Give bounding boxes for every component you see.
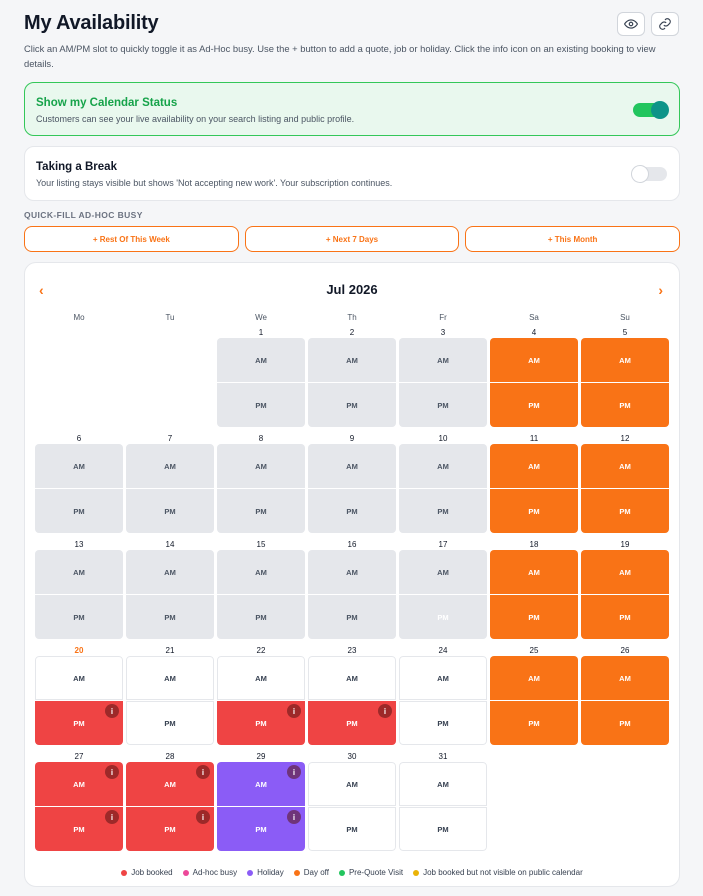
pm-slot[interactable]: PM [399, 807, 487, 851]
am-slot[interactable]: AM [399, 656, 487, 700]
legend-item [339, 868, 403, 877]
day-number: 8 [258, 434, 264, 443]
info-icon[interactable]: i [287, 704, 301, 718]
am-slot[interactable]: AM [217, 550, 305, 594]
am-slot[interactable]: AM [35, 550, 123, 594]
day-cell [399, 762, 487, 851]
next-7-days-button[interactable]: + Next 7 Days [245, 226, 460, 252]
am-slot[interactable]: AM i [35, 762, 123, 806]
calendar-status-subtitle: Customers can see your live availability on your search listing and public profile. [36, 114, 355, 124]
day-cell [126, 550, 214, 639]
taking-break-toggle[interactable] [633, 167, 667, 181]
calendar-status-title: Show my Calendar Status [36, 97, 178, 109]
pm-slot[interactable]: PM i [35, 807, 123, 851]
this-month-button[interactable]: + This Month [465, 226, 680, 252]
day-cell [308, 338, 396, 427]
day-cell [35, 656, 123, 745]
pm-slot[interactable]: PM i [35, 701, 123, 745]
day-cell [308, 656, 396, 745]
day-cell [581, 550, 669, 639]
legend-dot [121, 870, 127, 876]
legend-item [294, 868, 329, 877]
am-slot[interactable]: AM [217, 656, 305, 700]
quick-fill-label: QUICK-FILL AD-HOC BUSY [24, 210, 143, 220]
pm-slot[interactable]: PM i [217, 807, 305, 851]
day-cell [490, 338, 578, 427]
am-slot[interactable]: AM [308, 550, 396, 594]
calendar-status-card [24, 82, 680, 136]
pm-slot[interactable]: PM [490, 489, 578, 533]
legend-label: Job booked [131, 868, 173, 877]
pm-slot[interactable]: PM [35, 489, 123, 533]
am-slot[interactable]: AM [126, 550, 214, 594]
pm-slot[interactable]: PM [217, 595, 305, 639]
info-icon[interactable]: i [105, 765, 119, 779]
slot-divider [581, 488, 669, 489]
slot-divider [490, 382, 578, 383]
weekday-header: Mo [73, 313, 85, 322]
am-slot[interactable]: AM [490, 656, 578, 700]
weekday-header: Sa [529, 313, 539, 322]
legend-item [121, 868, 172, 877]
calendar-legend [25, 868, 679, 877]
slot-divider [490, 594, 578, 595]
day-number: 30 [347, 752, 357, 761]
pm-slot[interactable]: PM [490, 595, 578, 639]
taking-break-subtitle: Your listing stays visible but shows 'Not accepting new work'. Your subscription continues. [36, 178, 393, 188]
quick-fill-buttons [24, 226, 680, 252]
slot-divider [581, 700, 669, 701]
info-icon[interactable]: i [196, 810, 210, 824]
am-slot[interactable]: AM [581, 550, 669, 594]
day-cell [581, 444, 669, 533]
am-slot[interactable]: AM [581, 338, 669, 382]
day-cell [581, 656, 669, 745]
weekday-header: Tu [165, 313, 175, 322]
pm-slot[interactable]: PM [126, 489, 214, 533]
pm-slot[interactable]: PM [581, 383, 669, 427]
info-icon[interactable]: i [378, 704, 392, 718]
legend-item [183, 868, 237, 877]
day-cell [35, 444, 123, 533]
day-number: 5 [622, 328, 628, 337]
day-cell [217, 656, 305, 745]
pm-slot[interactable]: PM [308, 383, 396, 427]
pm-slot[interactable]: PM [35, 595, 123, 639]
am-slot[interactable]: AM [126, 444, 214, 488]
toggle-knob [631, 165, 649, 183]
pm-slot[interactable]: PM [126, 595, 214, 639]
pm-slot[interactable]: PM [581, 489, 669, 533]
legend-dot [339, 870, 345, 876]
am-slot[interactable]: AM [399, 762, 487, 806]
day-cell [308, 444, 396, 533]
day-number: 1 [258, 328, 264, 337]
day-number: 31 [438, 752, 448, 761]
day-number: 14 [165, 540, 175, 549]
am-slot[interactable]: AM i [126, 762, 214, 806]
day-number: 17 [438, 540, 448, 549]
day-number: 27 [74, 752, 84, 761]
day-number: 18 [529, 540, 539, 549]
day-number: 26 [620, 646, 630, 655]
day-number: 22 [256, 646, 266, 655]
page-header [24, 12, 679, 35]
pm-slot[interactable]: PM [581, 595, 669, 639]
slot-divider [581, 382, 669, 383]
pm-slot[interactable]: PM [490, 701, 578, 745]
am-slot[interactable]: AM [308, 444, 396, 488]
legend-item [413, 868, 583, 877]
slot-divider [217, 806, 305, 807]
copy-link-button[interactable] [651, 12, 679, 36]
slot-divider [35, 806, 123, 807]
pm-slot[interactable]: PM [126, 701, 214, 745]
legend-item [247, 868, 284, 877]
pm-slot[interactable]: PM [217, 383, 305, 427]
legend-dot [413, 870, 419, 876]
day-cell [126, 762, 214, 851]
am-slot[interactable]: AM [490, 444, 578, 488]
am-slot[interactable]: AM [490, 338, 578, 382]
pm-slot[interactable]: PM i [217, 701, 305, 745]
day-number: 23 [347, 646, 357, 655]
am-slot[interactable]: AM [399, 338, 487, 382]
day-cell [490, 550, 578, 639]
toggle-knob [651, 101, 669, 119]
day-number: 15 [256, 540, 266, 549]
pm-slot[interactable]: PM [399, 489, 487, 533]
day-number: 20 [74, 646, 84, 655]
pm-slot[interactable]: PM [308, 489, 396, 533]
pm-slot[interactable]: PM i [126, 807, 214, 851]
am-slot[interactable]: AM [35, 444, 123, 488]
day-cell [399, 338, 487, 427]
am-slot[interactable]: AM [581, 444, 669, 488]
info-icon[interactable]: i [196, 765, 210, 779]
day-number: 4 [531, 328, 537, 337]
legend-dot [294, 870, 300, 876]
day-number: 11 [529, 434, 539, 443]
weekday-header: We [255, 313, 267, 322]
am-slot[interactable]: AM [308, 762, 396, 806]
day-number: 3 [440, 328, 446, 337]
day-number: 28 [165, 752, 175, 761]
am-slot[interactable]: AM [217, 444, 305, 488]
info-icon[interactable]: i [105, 810, 119, 824]
legend-label: Holiday [257, 868, 284, 877]
day-cell [35, 762, 123, 851]
weekday-header: Fr [439, 313, 447, 322]
day-number: 13 [74, 540, 84, 549]
legend-label: Job booked but not visible on public calendar [423, 868, 583, 877]
am-slot[interactable]: AM [308, 656, 396, 700]
day-cell [217, 550, 305, 639]
day-number: 2 [349, 328, 355, 337]
slot-divider [581, 594, 669, 595]
pm-slot[interactable]: PM i [308, 701, 396, 745]
legend-label: Ad-hoc busy [192, 868, 238, 877]
day-number: 6 [76, 434, 82, 443]
am-slot[interactable]: AM [581, 656, 669, 700]
info-icon[interactable]: i [287, 810, 301, 824]
day-number: 29 [256, 752, 266, 761]
am-slot[interactable]: AM [399, 444, 487, 488]
eye-icon [624, 17, 638, 31]
legend-label: Pre-Quote Visit [348, 868, 404, 877]
calendar-card [24, 262, 680, 887]
day-cell [399, 444, 487, 533]
day-number: 7 [167, 434, 173, 443]
day-cell [217, 762, 305, 851]
day-number: 24 [438, 646, 448, 655]
am-slot[interactable]: AM [217, 338, 305, 382]
month-label: Jul 2026 [326, 282, 378, 297]
day-cell [399, 550, 487, 639]
am-slot[interactable]: AM i [217, 762, 305, 806]
intro-text: Click an AM/PM slot to quickly toggle it as Ad-Hoc busy. Use the + button to add a quote, job or holiday. Click the info icon on an existing booking to view details. [24, 43, 656, 69]
pm-slot[interactable]: PM [308, 807, 396, 851]
am-slot[interactable]: AM [490, 550, 578, 594]
day-number: 25 [529, 646, 539, 655]
pm-slot[interactable]: PM [308, 595, 396, 639]
day-cell [35, 550, 123, 639]
link-icon [658, 17, 672, 31]
am-slot[interactable]: AM [35, 656, 123, 700]
day-cell [126, 444, 214, 533]
pm-slot[interactable]: PM [217, 489, 305, 533]
page-title: My Availability [24, 12, 159, 34]
day-cell [217, 338, 305, 427]
rest-of-week-button[interactable]: + Rest Of This Week [24, 226, 239, 252]
day-number: 10 [438, 434, 448, 443]
day-number: 19 [620, 540, 630, 549]
info-icon[interactable]: i [105, 704, 119, 718]
day-cell [308, 550, 396, 639]
day-cell [490, 444, 578, 533]
legend-label: Day off [303, 868, 329, 877]
slot-divider [126, 806, 214, 807]
calendar-status-toggle[interactable] [633, 103, 667, 117]
next-month-button[interactable]: › [658, 282, 663, 298]
slot-divider [490, 700, 578, 701]
slot-divider [490, 488, 578, 489]
legend-dot [183, 870, 189, 876]
day-number: 21 [165, 646, 175, 655]
day-number: 9 [349, 434, 355, 443]
day-cell [490, 656, 578, 745]
preview-button[interactable] [617, 12, 645, 36]
prev-month-button[interactable]: ‹ [39, 282, 44, 298]
day-cell [581, 338, 669, 427]
am-slot[interactable]: AM [126, 656, 214, 700]
taking-break-card [24, 146, 680, 201]
legend-dot [247, 870, 253, 876]
pm-slot[interactable]: PM [399, 595, 487, 639]
am-slot[interactable]: AM [308, 338, 396, 382]
am-slot[interactable]: AM [399, 550, 487, 594]
day-cell [399, 656, 487, 745]
weekday-header: Th [347, 313, 357, 322]
day-number: 16 [347, 540, 357, 549]
taking-break-title: Taking a Break [36, 161, 117, 173]
weekday-header: Su [620, 313, 630, 322]
info-icon[interactable]: i [287, 765, 301, 779]
day-cell [217, 444, 305, 533]
pm-slot[interactable]: PM [490, 383, 578, 427]
pm-slot[interactable]: PM [399, 383, 487, 427]
day-cell [308, 762, 396, 851]
day-number: 12 [620, 434, 630, 443]
pm-slot[interactable]: PM [399, 701, 487, 745]
pm-slot[interactable]: PM [581, 701, 669, 745]
day-cell [126, 656, 214, 745]
